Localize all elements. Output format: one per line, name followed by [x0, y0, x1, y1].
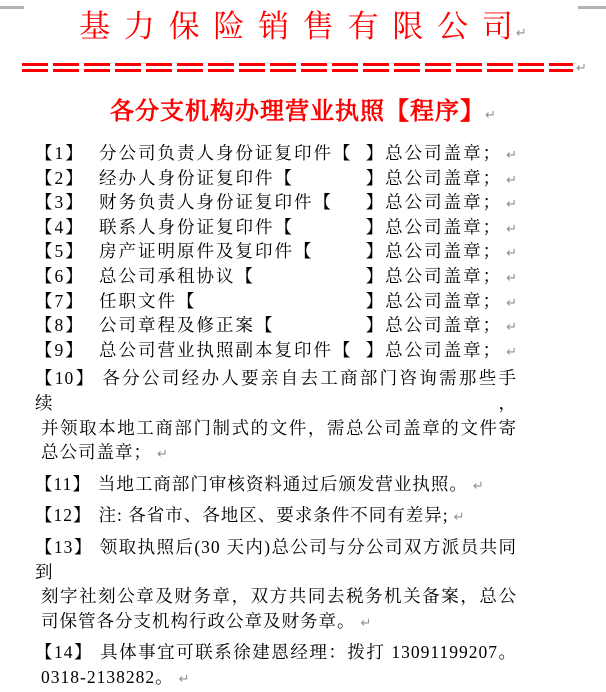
document-body: [0, 141, 517, 692]
checklist-item-2: [35, 166, 517, 191]
paragraph-text: 刻字社刻公章及财务章，双方共同去税务机关备案，总公: [41, 586, 517, 607]
paragraph-mark: ↵: [178, 671, 190, 687]
item-number: 【7】: [35, 290, 85, 311]
item-stamp-text: 】总公司盖章；: [365, 315, 503, 336]
paragraph-mark: ↵: [453, 510, 465, 526]
item-stamp-text: 】总公司盖章；: [365, 167, 503, 188]
paragraph-mark: ↵: [485, 108, 496, 123]
paragraph-mark: ↵: [506, 270, 517, 286]
item-number: 【5】: [35, 241, 85, 262]
item-text: 任职文件【: [99, 290, 197, 311]
paragraph-text: 0318-2138282。: [41, 666, 174, 687]
checklist-item-6: [35, 264, 517, 289]
item-number: 【8】: [35, 315, 85, 336]
paragraph-mark: ↵: [506, 320, 517, 336]
item-number: 【2】: [35, 167, 85, 188]
paragraph-text: 具体事宜可联系徐建恩经理：拨打 13091199207。: [100, 642, 517, 663]
checklist-item-5: [35, 239, 517, 264]
document-title: [0, 97, 606, 131]
item-stamp-text: 】总公司盖章；: [365, 339, 503, 360]
item-text: 分公司负责人身份证复印件【: [99, 143, 353, 163]
item-number: 【11】: [35, 473, 91, 494]
document-title-text: 各分支机构办理营业执照【程序】: [110, 99, 486, 125]
paragraph-text: 总公司盖章；: [41, 442, 152, 463]
item-text: 总公司营业执照副本复印件【: [99, 339, 353, 360]
item-number: 【12】: [35, 505, 92, 526]
item-text: 房产证明原件及复印件【: [99, 241, 314, 262]
item-number: 【4】: [35, 216, 85, 237]
paragraph-line: [35, 503, 517, 531]
paragraph-line: [35, 472, 517, 500]
item-stamp-text: 】总公司盖章；: [365, 265, 503, 286]
paragraph-text: 当地工商部门审核资料通过后颁发营业执照。: [97, 473, 468, 494]
paragraph-mark: ↵: [157, 447, 168, 463]
item-number: 【1】: [35, 143, 85, 163]
item-number: 【9】: [35, 339, 85, 360]
list-item-14: [35, 640, 517, 692]
company-name-text: 基 力 保 险 销 售 有 限 公 司: [79, 9, 516, 44]
checklist-item-7: [35, 289, 517, 314]
paragraph-text: 司保管各分支机构行政公章及财务章。: [41, 610, 356, 631]
paragraph-line: [35, 366, 517, 415]
item-stamp-text: 】总公司盖章；: [365, 143, 503, 163]
item-number: 【6】: [35, 265, 85, 286]
paragraph-mark: ↵: [506, 246, 517, 262]
paragraph-text: 注: 各省市、各地区、要求条件不同有差异;: [98, 505, 449, 526]
paragraph-line: [35, 416, 517, 441]
paragraph-mark: ↵: [506, 295, 517, 311]
list-item-11: [35, 472, 517, 500]
checklist-item-8: [35, 313, 517, 338]
list-item-12: [35, 503, 517, 531]
item-text: 联系人身份证复印件【: [99, 216, 294, 237]
paragraph-mark: ↵: [506, 221, 517, 237]
crop-mark-top-left: [0, 6, 24, 9]
item-stamp-text: 】总公司盖章；: [365, 241, 503, 262]
paragraph-line: [35, 535, 517, 584]
paragraph-mark: ↵: [576, 61, 587, 76]
paragraph-mark: ↵: [360, 615, 372, 631]
paragraph-mark: ↵: [506, 148, 517, 163]
paragraph-mark: ↵: [506, 197, 517, 213]
divider-bar-bottom: [22, 69, 573, 72]
checklist-item-3: [35, 190, 517, 215]
paragraph-text: 各分公司经办人要亲自去工商部门咨询需那些手续，: [35, 368, 518, 413]
paragraph-line: [35, 609, 517, 637]
paragraph-text: 领取执照后(30 天内)总公司与分公司双方派员共同到: [35, 536, 518, 582]
paragraph-line: [35, 665, 517, 692]
paragraph-text: 并领取本地工商部门制式的文件，需总公司盖章的文件寄: [41, 417, 517, 438]
item-text: 经办人身份证复印件【: [99, 167, 294, 188]
document-page: [0, 6, 606, 687]
checklist-item-9: [35, 338, 517, 363]
double-line-divider: [22, 61, 587, 76]
item-stamp-text: 】总公司盖章；: [365, 216, 503, 237]
item-number: 【10】: [35, 368, 96, 389]
paragraph-mark: ↵: [506, 172, 517, 188]
checklist-item-1: [35, 141, 517, 166]
item-number: 【3】: [35, 192, 85, 213]
paragraph-line: [35, 584, 517, 609]
item-text: 总公司承租协议【: [99, 265, 255, 286]
paragraph-mark: ↵: [515, 26, 527, 41]
paragraph-line: [35, 640, 517, 665]
item-number: 【13】: [35, 536, 93, 557]
paragraph-line: [35, 440, 517, 468]
list-item-10: [35, 366, 517, 467]
item-number: 【14】: [35, 642, 94, 663]
paragraph-mark: ↵: [472, 478, 484, 494]
divider-bar-top: [22, 63, 573, 66]
item-stamp-text: 】总公司盖章；: [365, 192, 503, 213]
company-name-heading: [0, 6, 606, 55]
paragraph-mark: ↵: [506, 344, 517, 360]
item-text: 公司章程及修正案【: [99, 315, 275, 336]
item-text: 财务负责人身份证复印件【: [99, 192, 333, 213]
item-stamp-text: 】总公司盖章；: [365, 290, 503, 311]
crop-mark-top-right: [578, 6, 606, 9]
checklist-item-4: [35, 215, 517, 240]
list-item-13: [35, 535, 517, 636]
